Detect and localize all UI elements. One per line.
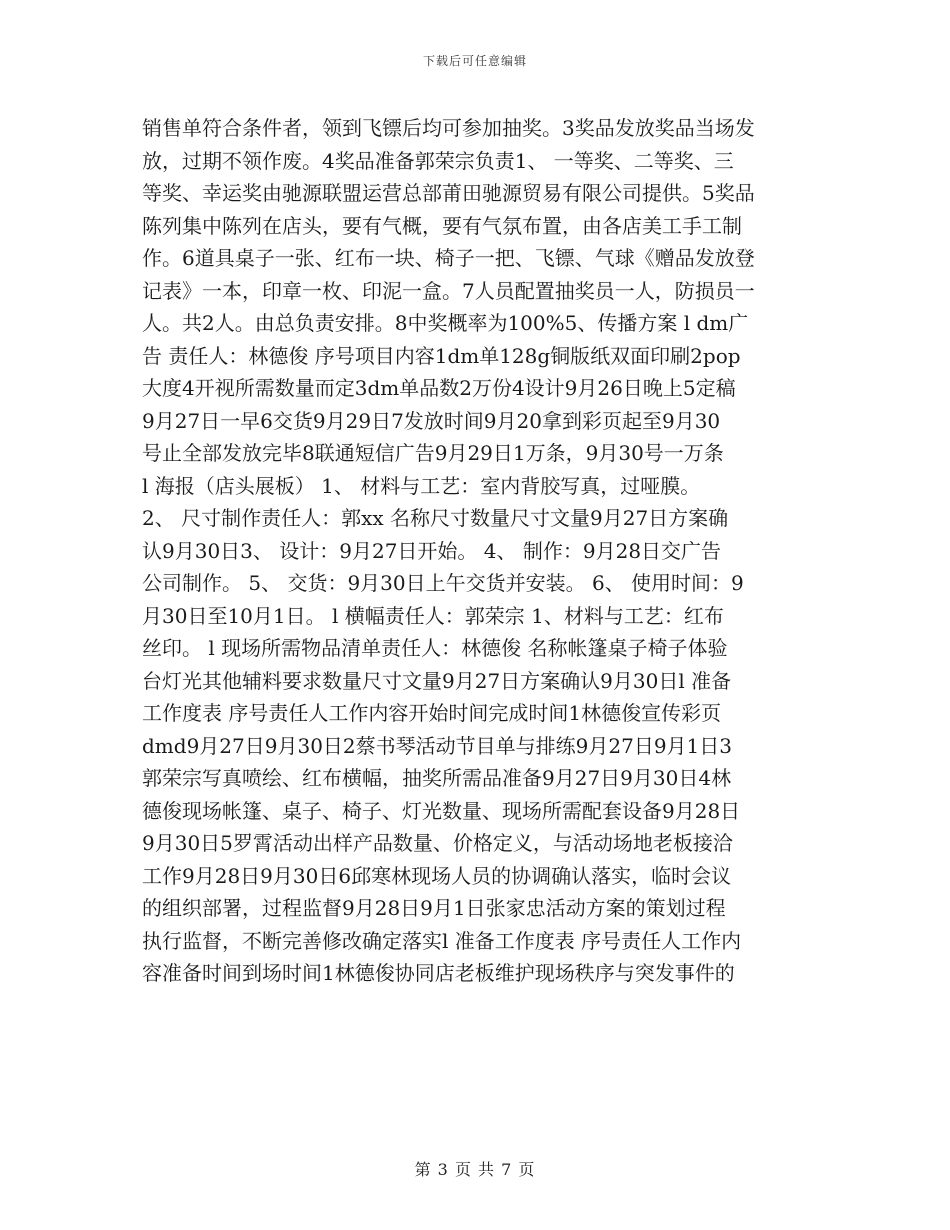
text-line: 大度4开视所需数量而定3dm单品数2万份4设计9月26日晚上5定稿 [142,376,736,400]
text-line: 工作9月28日9月30日6邱寒林现场人员的协调确认落实，临时会议 [142,863,732,888]
text-line: 丝印。 l 现场所需物品清单责任人：林德俊 名称帐篷桌子椅子体验 [142,636,728,660]
document-body [142,112,812,990]
text-line: 工作度表 序号责任人工作内容开始时间完成时间1林德俊宣传彩页 [142,701,722,725]
text-line: 记表》一本，印章一枚、印泥一盒。7人员配置抽奖员一人，防损员一 [142,278,755,303]
text-line: 容准备时间到场时间1林德俊协同店老板维护现场秩序与突发事件的 [142,961,735,985]
text-line: 陈列集中陈列在店头，要有气概，要有气氛布置，由各店美工手工制 [142,213,742,238]
text-line: 人。共2人。由总负责安排。8中奖概率为100%5、传播方案 l dm广 [142,311,749,335]
text-line: 9月27日一早6交货9月29日7发放时间9月20拿到彩页起至9月30 [142,408,721,433]
page-header-note: 下载后可任意编辑 [422,54,527,68]
text-line: dmd9月27日9月30日2蔡书琴活动节目单与排练9月27日9月1日3 [142,733,732,758]
text-line: 作。6道具桌子一张、红布一块、椅子一把、飞镖、气球《赠品发放登 [142,246,755,270]
text-line: l 海报（店头展板） 1、 材料与工艺：室内背胶写真，过哑膜。 [142,473,701,498]
text-line: 台灯光其他辅料要求数量尺寸文量9月27日方案确认9月30日l 准备 [142,668,732,693]
text-line: 销售单符合条件者，领到飞镖后均可参加抽奖。3奖品发放奖品当场发 [142,116,755,140]
page-number-footer: 第 3 页 共 7 页 [414,1160,536,1179]
text-line: 执行监督，不断完善修改确定落实l 准备工作度表 序号责任人工作内 [142,928,742,953]
text-line: 9月30日5罗霄活动出样产品数量、价格定义，与活动场地老板接洽 [142,831,733,855]
text-line: 等奖、幸运奖由驰源联盟运营总部莆田驰源贸易有限公司提供。5奖品 [142,181,755,205]
text-line: 德俊现场帐篷、桌子、椅子、灯光数量、现场所需配套设备9月28日 [142,798,741,823]
text-line: 号止全部发放完毕8联通短信广告9月29日1万条，9月30号一万条 [142,441,724,465]
text-line: 放，过期不领作废。4奖品准备郭荣宗负责1、 一等奖、二等奖、三 [142,148,734,173]
text-line: 公司制作。 5、 交货：9月30日上午交货并安装。 6、 使用时间：9 [142,571,744,595]
text-line: 告 责任人：林德俊 序号项目内容1dm单128g铜版纸双面印刷2pop [142,343,741,368]
text-line: 郭荣宗写真喷绘、红布横幅，抽奖所需品准备9月27日9月30日4林 [142,766,732,790]
text-line: 2、 尺寸制作责任人：郭xx 名称尺寸数量尺寸文量9月27日方案确 [142,506,729,530]
text-line: 的组织部署，过程监督9月28日9月1日张家忠活动方案的策划过程 [142,896,726,920]
text-line: 认9月30日3、 设计：9月27日开始。 4、 制作：9月28日交广告 [142,538,722,563]
text-line: 月30日至10月1日。 l 横幅责任人：郭荣宗 1、材料与工艺：红布 [142,603,724,628]
